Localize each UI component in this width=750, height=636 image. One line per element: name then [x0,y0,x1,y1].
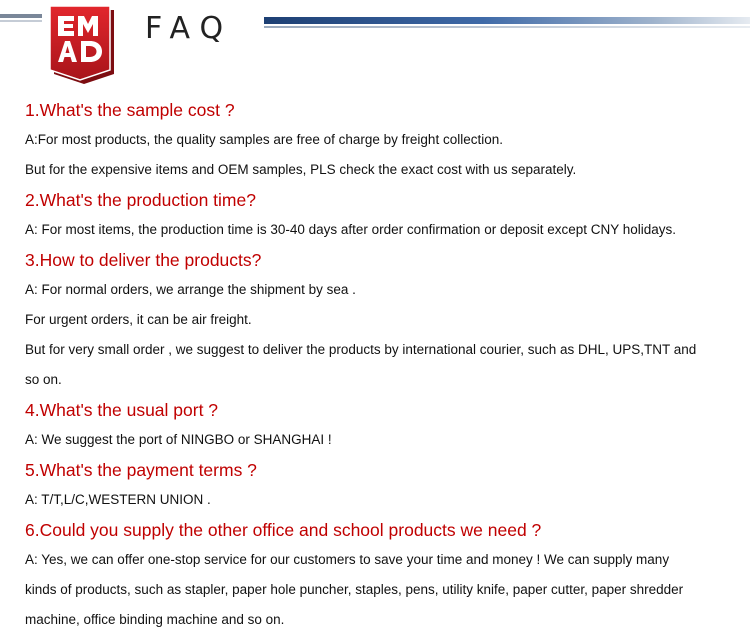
header-stripe-right [264,17,750,24]
faq-answer-line: A: For normal orders, we arrange the shipment by sea . [25,282,356,297]
faq-answer-line: For urgent orders, it can be air freight. [25,312,252,327]
faq-answer-line: kinds of products, such as stapler, paper hole puncher, staples, pens, utility knife, paper cutter, paper shredder [25,582,684,597]
faq-answer-line: A: Yes, we can offer one-stop service for our customers to save your time and money ! We can supply many [25,552,670,567]
page-title: FAQ [145,11,234,46]
header [0,0,750,90]
emad-logo [46,4,122,86]
faq-question: 1.What's the sample cost ? [25,100,235,120]
faq-question: 3.How to deliver the products? [25,250,262,270]
faq-question: 5.What's the payment terms ? [25,460,257,480]
faq-answer-line: But for very small order , we suggest to deliver the products by international courier, such as DHL, UPS,TNT and [25,342,697,357]
faq-answer-line: A: For most items, the production time is 30-40 days after order confirmation or deposit except CNY holidays. [25,222,677,237]
faq-answer-line: machine, office binding machine and so on. [25,612,285,627]
header-stripe-left-thin [0,20,42,22]
faq-question: 6.Could you supply the other office and school products we need ? [25,520,542,540]
header-stripe-right-thin [264,26,750,28]
faq-list [25,95,740,635]
faq-answer-line: A: We suggest the port of NINGBO or SHANGHAI ! [25,432,332,447]
faq-answer-line: A: T/T,L/C,WESTERN UNION . [25,492,211,507]
faq-answer-line: But for the expensive items and OEM samples, PLS check the exact cost with us separately. [25,162,577,177]
header-stripe-left [0,14,42,18]
faq-question: 4.What's the usual port ? [25,400,219,420]
faq-question: 2.What's the production time? [25,190,256,210]
faq-answer-line: so on. [25,372,62,387]
faq-answer-line: A:For most products, the quality samples are free of charge by freight collection. [25,132,503,147]
